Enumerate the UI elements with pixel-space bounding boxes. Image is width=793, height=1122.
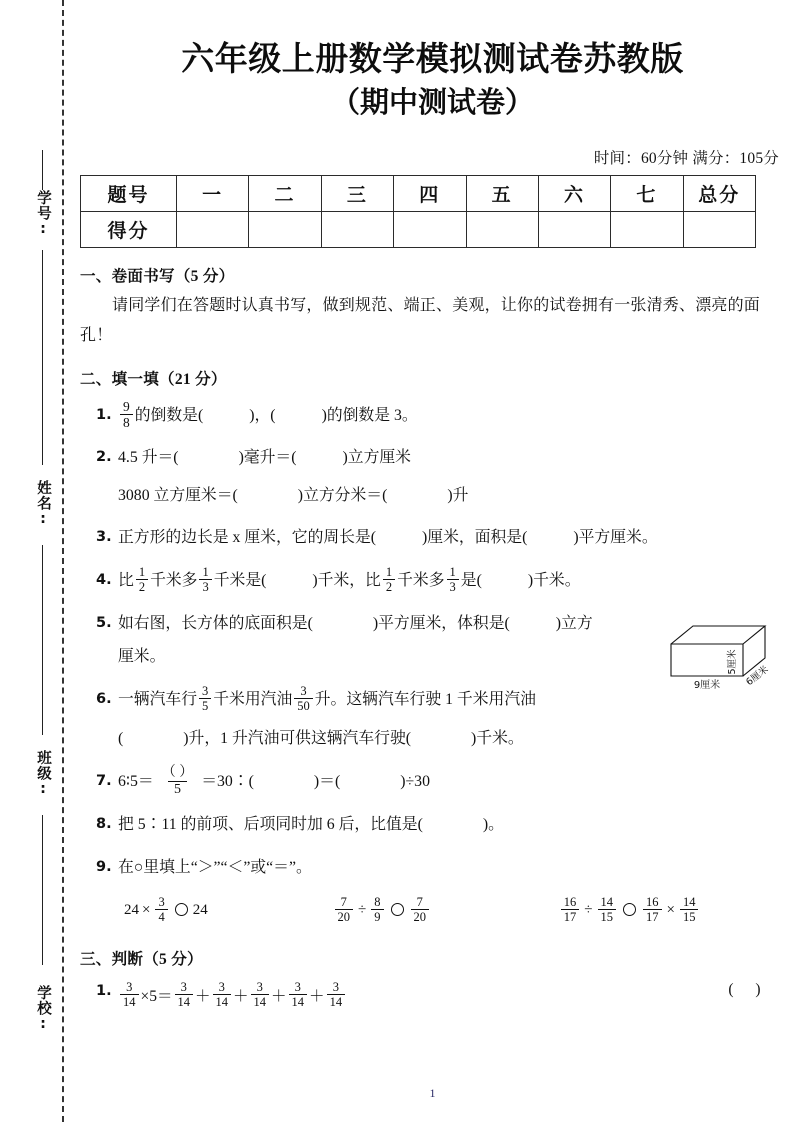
- fraction-3-5: $\frac{3}{5}$: [199, 684, 211, 713]
- question-number: 5.: [96, 614, 112, 631]
- q4-text-b: 千米多: [150, 572, 198, 590]
- answer-blank[interactable]: [371, 522, 428, 554]
- fill-question-7: [80, 766, 785, 798]
- answer-blank[interactable]: [308, 608, 379, 640]
- score-cell-1[interactable]: [177, 212, 249, 248]
- cuboid-icon: [667, 618, 785, 694]
- page-title: 六年级上册数学模拟测试卷苏教版: [181, 39, 684, 78]
- fraction-3-14: $\frac{3}{14}$: [175, 980, 194, 1009]
- section-3-points: （5 分）: [143, 950, 203, 968]
- fraction-1-2: $\frac{1}{2}$: [383, 565, 395, 594]
- comparison-3: [559, 896, 785, 925]
- q6-text-e: 千米。: [476, 730, 524, 748]
- fraction-16-17: $\frac{16}{17}$: [561, 895, 580, 924]
- fraction-blank-over-5[interactable]: $\frac{( )}{5}$: [161, 765, 194, 797]
- judge-answer-blank[interactable]: ( ): [728, 980, 770, 998]
- fraction-14-15: $\frac{14}{15}$: [598, 895, 617, 924]
- q5-text-b: 平方厘米，体积是: [378, 614, 505, 632]
- answer-blank[interactable]: [270, 400, 327, 432]
- fill-question-9: [80, 852, 785, 884]
- q6-text-b: 千米用汽油: [213, 690, 293, 708]
- section-2-title: 二、填一填: [80, 369, 160, 388]
- table-row-scores: [81, 212, 756, 248]
- q3-text-b: 厘米，面积是: [427, 529, 523, 547]
- fraction-7-20: $\frac{7}{20}$: [335, 895, 354, 924]
- cuboid-figure: [667, 618, 785, 694]
- margin-dashed-rule: [62, 0, 64, 1122]
- section-heading-3: [80, 947, 785, 969]
- fraction-3-14: $\frac{3}{14}$: [120, 980, 139, 1009]
- comparison-circle[interactable]: [623, 903, 636, 916]
- question-number: 7.: [96, 773, 112, 790]
- q7-text-a: 6∶5＝: [118, 773, 154, 791]
- j1-plus: ＋: [233, 988, 249, 1006]
- section-heading-2: [80, 367, 785, 389]
- margin-label-class: 班级:: [35, 750, 51, 798]
- q9-prompt: 在○里填上“＞”“＜”或“＝”。: [118, 858, 312, 876]
- margin-label-student-id: 学号:: [35, 190, 51, 238]
- question-number: 3.: [96, 529, 112, 546]
- q4-text-g: 千米。: [533, 572, 581, 590]
- score-cell-total[interactable]: [683, 212, 755, 248]
- fraction-16-17: $\frac{16}{17}$: [643, 895, 662, 924]
- score-table-col-5: 五: [466, 176, 538, 212]
- margin-tick-2: [42, 250, 43, 465]
- comparison-circle[interactable]: [175, 903, 188, 916]
- comparison-2: [333, 896, 559, 925]
- answer-blank[interactable]: [249, 766, 320, 798]
- answer-blank[interactable]: [261, 565, 318, 597]
- answer-blank[interactable]: [406, 723, 477, 755]
- score-table-col-1: 一: [177, 176, 249, 212]
- exam-meta: 时间：60分钟 满分：105分: [593, 150, 779, 168]
- q6-text-c: 升。这辆汽车行驶 1 千米用汽油: [314, 690, 536, 708]
- cmp1-left-num: 24: [124, 901, 139, 918]
- score-table-col-7: 七: [611, 176, 683, 212]
- answer-blank[interactable]: [173, 442, 244, 474]
- q4-text-e: 千米多: [397, 572, 445, 590]
- cmp3-operator-right: ×: [666, 901, 675, 918]
- section-heading-1: [80, 264, 785, 286]
- j1-plus: ＋: [309, 988, 325, 1006]
- answer-blank[interactable]: [505, 608, 562, 640]
- score-table-col-4: 四: [394, 176, 466, 212]
- answer-blank[interactable]: [198, 400, 255, 432]
- q2-line1-a: 4.5 升＝: [118, 449, 174, 467]
- answer-blank[interactable]: [382, 480, 453, 512]
- margin-tick-1: [42, 150, 43, 190]
- question-number: 9.: [96, 858, 112, 875]
- q1-text-2: ，: [254, 406, 271, 424]
- score-table-col-2: 二: [249, 176, 321, 212]
- margin-tick-4: [42, 815, 43, 965]
- margin-label-name: 姓名:: [35, 480, 51, 528]
- question-number: 1.: [96, 406, 112, 423]
- q2-line1-b: 毫升＝: [243, 449, 292, 467]
- cuboid-label-bottom: 9厘米: [693, 680, 721, 691]
- j1-plus: ＋: [271, 988, 287, 1006]
- fill-question-2: [80, 442, 785, 511]
- j1-times: ×5＝: [140, 988, 173, 1006]
- answer-blank[interactable]: [477, 565, 534, 597]
- fraction-3-50: $\frac{3}{50}$: [294, 684, 313, 713]
- comparison-row: [80, 896, 785, 925]
- q3-text-c: 平方厘米。: [578, 529, 658, 547]
- judge-question-1: [80, 981, 785, 1010]
- q2-line2-a: 3080 立方厘米＝: [118, 486, 233, 504]
- q5-text-a: 如右图，长方体的底面积是: [118, 614, 308, 632]
- fraction-3-14: $\frac{3}{14}$: [251, 980, 270, 1009]
- q2-line2-c: 升: [452, 486, 469, 504]
- answer-blank[interactable]: [291, 442, 348, 474]
- q1-text-1: 的倒数是: [134, 406, 198, 424]
- score-cell-6[interactable]: [538, 212, 610, 248]
- fraction-8-9: $\frac{8}{9}$: [371, 895, 383, 924]
- j1-plus: ＋: [195, 988, 211, 1006]
- fill-question-3: [80, 522, 785, 554]
- q2-line1-c: 立方厘米: [347, 449, 411, 467]
- q4-text-d: 千米，比: [317, 572, 381, 590]
- q5-text-c: 立方: [561, 614, 593, 632]
- question-number: 1.: [96, 982, 112, 999]
- question-number: 8.: [96, 816, 112, 833]
- page-subtitle: （期中测试卷）: [330, 85, 534, 120]
- exam-page: [80, 0, 785, 1122]
- cuboid-label-depth: 6厘米: [744, 663, 771, 689]
- section-1-points: （5 分）: [174, 268, 235, 286]
- margin-tick-3: [42, 545, 43, 735]
- fraction-3-4: $\frac{3}{4}$: [155, 895, 167, 924]
- table-row-question-numbers: [81, 176, 756, 212]
- q8-text-b: 。: [488, 816, 504, 834]
- answer-blank[interactable]: [418, 809, 489, 841]
- page-number: 1: [429, 1086, 436, 1100]
- cuboid-label-height: 5厘米: [727, 649, 738, 675]
- comparison-1: [124, 896, 333, 925]
- cmp2-operator: ÷: [358, 901, 367, 918]
- score-cell-3[interactable]: [321, 212, 393, 248]
- q7-text-c: ＝: [319, 773, 335, 791]
- section-3-title: 三、判断: [80, 949, 144, 968]
- fraction-1-2: $\frac{1}{2}$: [136, 565, 148, 594]
- answer-blank[interactable]: [522, 522, 579, 554]
- answer-blank[interactable]: [233, 480, 304, 512]
- score-table-row-label-score: 得分: [81, 212, 177, 248]
- q3-text-a: 正方形的边长是 x 厘米，它的周长是: [118, 529, 371, 547]
- q5-text-d: 厘米。: [118, 648, 166, 666]
- fraction-3-14: $\frac{3}{14}$: [289, 980, 308, 1009]
- q7-text-b: ＝30∶: [201, 773, 249, 791]
- score-table-col-total: 总分: [683, 176, 755, 212]
- section-1-paragraph: 请同学们在答题时认真书写，做到规范、端正、美观，让你的试卷拥有一张清秀、漂亮的面孔！: [80, 297, 761, 345]
- q6-text-d: 升，1 升汽油可供这辆汽车行驶: [188, 730, 406, 748]
- question-number: 6.: [96, 690, 112, 707]
- score-cell-4[interactable]: [394, 212, 466, 248]
- cmp3-operator-left: ÷: [584, 901, 593, 918]
- fraction-7-20: $\frac{7}{20}$: [411, 895, 430, 924]
- fraction-9-8: $\frac{9}{8}$: [120, 399, 133, 430]
- fraction-1-3: $\frac{1}{3}$: [447, 565, 459, 594]
- q2-line2-b: 立方分米＝: [303, 486, 383, 504]
- score-table-col-6: 六: [538, 176, 610, 212]
- fraction-1-3: $\frac{1}{3}$: [199, 565, 211, 594]
- fraction-3-14: $\frac{3}{14}$: [213, 980, 232, 1009]
- fraction-3-14: $\frac{3}{14}$: [327, 980, 346, 1009]
- question-number: 2.: [96, 449, 112, 466]
- margin-label-school: 学校:: [35, 985, 51, 1033]
- q8-text-a: 把 5∶11 的前项、后项同时加 6 后，比值是: [118, 816, 418, 834]
- cmp1-right-num: 24: [192, 901, 208, 918]
- comparison-circle[interactable]: [391, 903, 404, 916]
- q4-text-c: 千米是: [213, 572, 262, 590]
- section-2-points: （21 分）: [159, 370, 227, 388]
- score-table-row-label-question: 题号: [81, 176, 177, 212]
- fill-question-6: [80, 684, 785, 755]
- fill-question-1: [80, 400, 785, 432]
- answer-blank[interactable]: [118, 723, 189, 755]
- score-cell-7[interactable]: [611, 212, 683, 248]
- answer-blank[interactable]: [335, 766, 406, 798]
- score-cell-2[interactable]: [249, 212, 321, 248]
- score-table: [80, 175, 756, 248]
- fill-question-8: [80, 809, 785, 841]
- q4-text-a: 比: [118, 572, 134, 590]
- score-cell-5[interactable]: [466, 212, 538, 248]
- cmp1-operator: ×: [142, 901, 151, 918]
- q7-text-d: ÷30: [405, 773, 430, 791]
- fill-question-4: [80, 565, 785, 597]
- score-table-col-3: 三: [321, 176, 393, 212]
- fraction-14-15: $\frac{14}{15}$: [680, 895, 699, 924]
- q4-text-f: 是: [460, 572, 477, 590]
- section-1-title: 一、卷面书写: [80, 267, 175, 286]
- question-number: 4.: [96, 572, 112, 589]
- q6-text-a: 一辆汽车行: [118, 690, 197, 708]
- q1-text-3: 的倒数是 3。: [326, 406, 418, 424]
